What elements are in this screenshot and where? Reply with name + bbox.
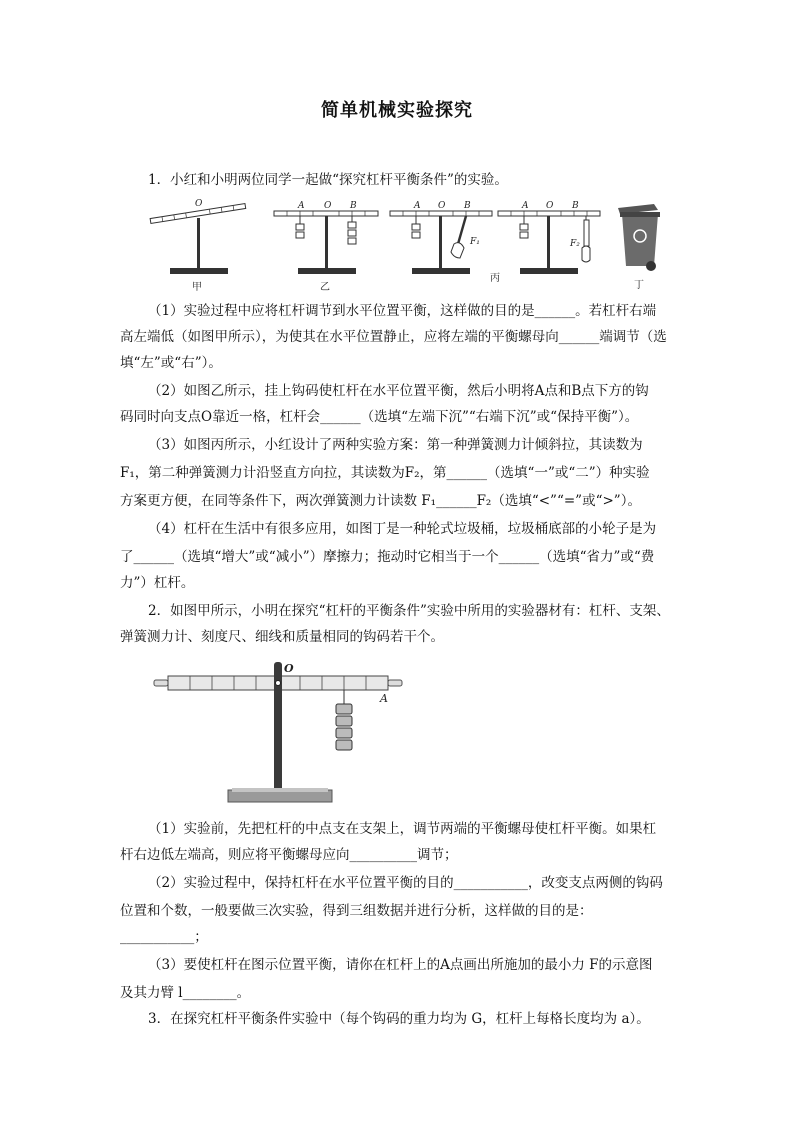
q1-p4-line1: （4）杠杆在生活中有很多应用，如图丁是一种轮式垃圾桶，垃圾桶底部的小轮子是为 <box>148 521 657 537</box>
figure-bing-1 <box>390 201 492 274</box>
label-b-yi: B <box>350 201 357 211</box>
q1-p1-line2: 高左端低（如图甲所示），为使其在水平位置静止，应将左端的平衡螺母向______端调节（选 <box>120 329 667 345</box>
label-f1: F₁ <box>470 237 480 247</box>
label-ding: 丁 <box>634 280 644 291</box>
q2-stem-line1: 2．如图甲所示，小明在探究“杠杆的平衡条件”实验中所用的实验器材有：杠杆、支架、 <box>148 603 670 619</box>
figure-ding-trash-bin <box>618 204 660 291</box>
q2-p2-line3: ___________； <box>120 929 208 945</box>
q2-figure <box>148 660 418 810</box>
q1-p3-line2: F₁，第二种弹簧测力计沿竖直方向拉，其读数为F₂，第______（选填“一”或“二”）种实验 <box>120 465 650 481</box>
q1-p4-line3: 力”）杠杆。 <box>120 575 195 591</box>
q1-stem: 1．小红和小明两位同学一起做“探究杠杆平衡条件”的实验。 <box>148 172 508 188</box>
label-bing: 丙 <box>490 273 500 284</box>
label-jia: 甲 <box>192 282 202 292</box>
label-a-bing1: A <box>414 201 421 211</box>
label-b-bing1: B <box>464 201 471 211</box>
q1-p2-line1: （2）如图乙所示，挂上钩码使杠杆在水平位置平衡，然后小明将A点和B点下方的钩 <box>148 383 649 399</box>
figure-jia <box>150 199 246 292</box>
q1-figure <box>140 196 670 292</box>
q2-p3-line1: （3）要使杠杆在图示位置平衡，请你在杠杆上的A点画出所施加的最小力 F的示意图 <box>148 957 653 973</box>
label-o-yi: O <box>324 201 332 211</box>
label-yi: 乙 <box>320 282 330 292</box>
q3-stem: 3．在探究杠杆平衡条件实验中（每个钩码的重力均为 G，杠杆上每格长度均为 a）。 <box>148 1011 650 1027</box>
label-o-jia: O <box>195 199 203 209</box>
q1-p2-line2: 码同时向支点O靠近一格，杠杆会______（选填“左端下沉”“右端下沉”或“保持平衡”）。 <box>120 409 639 425</box>
q2-p1-line1: （1）实验前，先把杠杆的中点支在支架上，调节两端的平衡螺母使杠杆平衡。如果杠 <box>148 821 657 837</box>
page-title: 简单机械实验探究 <box>321 100 473 121</box>
label-a-bing2: A <box>522 201 529 211</box>
q2-p1-line2: 杆右边低左端高，则应将平衡螺母应向__________调节； <box>120 847 458 863</box>
label-o-bing1: O <box>438 201 446 211</box>
label-a-yi: A <box>298 201 305 211</box>
label-o-bing2: O <box>546 201 554 211</box>
q1-p4-line2: 了______（选填“增大”或“减小”）摩擦力；拖动时它相当于一个______（选填“省力”或“费 <box>120 549 655 565</box>
figure-yi <box>274 201 378 292</box>
q2-stem-line2: 弹簧测力计、刻度尺、细线和质量相同的钩码若干个。 <box>120 629 444 645</box>
q2-p2-line1: （2）实验过程中，保持杠杆在水平位置平衡的目的___________，改变支点两侧的钩码 <box>148 875 663 891</box>
q2-p2-line2: 位置和个数，一般要做三次实验，得到三组数据并进行分析，这样做的目的是： <box>120 903 593 919</box>
q1-p3-line3: 方案更方便，在同等条件下，两次弹簧测力计读数 F₁______F₂（选填“<”“=”或“>”）。 <box>120 493 641 509</box>
q1-p1-line1: （1）实验过程中应将杠杆调节到水平位置平衡，这样做的目的是______。若杠杆右端 <box>148 303 657 319</box>
label-b-bing2: B <box>572 201 579 211</box>
label-a-q2: A <box>380 692 388 705</box>
q1-p3-line1: （3）如图丙所示，小红设计了两种实验方案：第一种弹簧测力计倾斜拉，其读数为 <box>148 437 643 453</box>
label-f2: F₂ <box>570 239 580 249</box>
figure-bing-2 <box>498 201 600 274</box>
q1-p1-line3: 填“左”或“右”）。 <box>120 355 222 371</box>
q2-p3-line2: 及其力臂 l________。 <box>120 985 251 1001</box>
label-o-q2: O <box>284 662 294 675</box>
